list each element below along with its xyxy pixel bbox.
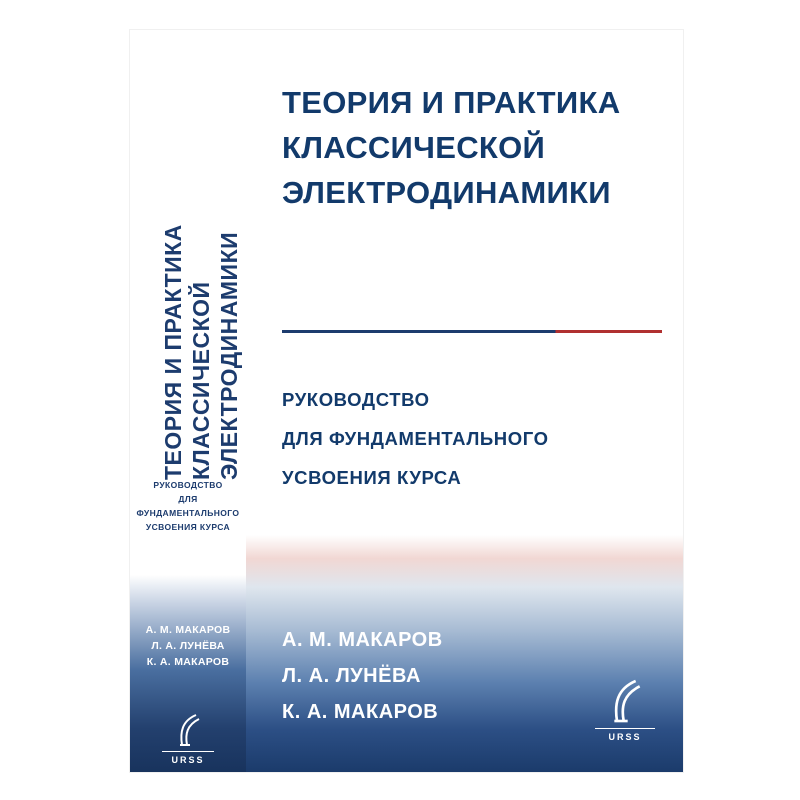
book-spine [130,30,247,772]
spine-subtitle-line-3: ФУНДАМЕНТАЛЬНОГО [136,508,240,518]
subtitle-line-3: УСВОЕНИЯ КУРСА [282,467,462,488]
spine-subtitle-line-1: РУКОВОДСТВО [153,480,223,490]
spine-publisher-logo [162,712,214,765]
urss-emblem-icon [171,712,205,748]
title-divider-rule [282,330,662,333]
subtitle-line-1: РУКОВОДСТВО [282,389,430,410]
front-logo-rule [595,728,655,729]
spine-title-line-3: ЭЛЕКТРОДИНАМИКИ [216,231,242,480]
spine-author-1: А. М. МАКАРОВ [145,624,231,636]
cover-title [282,80,672,215]
spine-title-block [130,50,246,520]
spine-authors-block [130,622,246,670]
urss-emblem-icon [602,677,648,725]
author-line-2: Л. А. ЛУНЁВА [282,665,421,687]
front-publisher-logo [595,677,655,742]
cover-authors [282,622,612,730]
cover-front-face [246,30,683,772]
spine-subtitle-line-4: УСВОЕНИЯ КУРСА [145,522,231,532]
spine-title-line-2: КЛАССИЧЕСКОЙ [188,281,214,480]
spine-logo-rule [162,751,214,752]
front-publisher-name: URSS [608,732,642,742]
subtitle-line-2: ДЛЯ ФУНДАМЕНТАЛЬНОГО [282,428,549,449]
author-line-1: А. М. МАКАРОВ [282,629,443,651]
cover-subtitle [282,380,672,497]
spine-author-2: Л. А. ЛУНЁВА [151,640,225,652]
title-line-3: ЭЛЕКТРОДИНАМИКИ [282,175,611,210]
title-line-2: КЛАССИЧЕСКОЙ [282,130,546,165]
author-line-3: К. А. МАКАРОВ [282,701,439,723]
spine-publisher-name: URSS [171,755,205,765]
title-line-1: ТЕОРИЯ И ПРАКТИКА [282,85,621,120]
spine-subtitle-line-2: ДЛЯ [178,494,198,504]
spine-subtitle-block [130,478,246,534]
spine-author-3: К. А. МАКАРОВ [146,656,230,668]
book-cover [130,30,683,772]
spine-title-line-1: ТЕОРИЯ И ПРАКТИКА [160,224,186,480]
